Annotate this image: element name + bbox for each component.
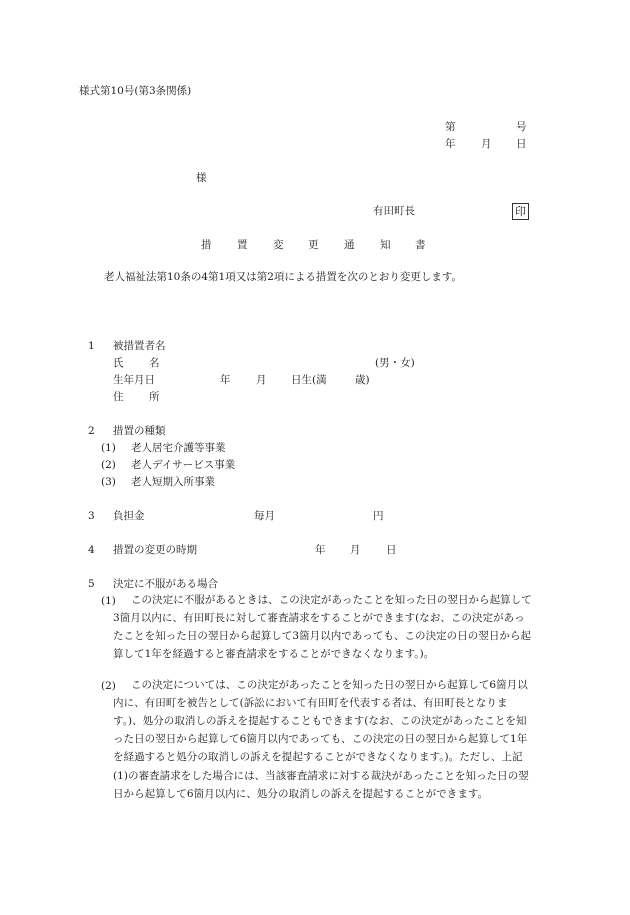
birth-day: 日生(満 [291,374,327,386]
section-heading: 決定に不服がある場合 [113,578,218,590]
change-year: 年 [315,544,326,556]
appeal-paragraph-lawsuit: この決定については、この決定があったことを知った日の翌日から起算して6箇月以内に、有田町を被告として(訴訟において有田町を代表する者は、有田町長となります。)、処分の取消しの訴えを提起することもできます(なお、この決定があったことを知った日の翌日から起算して6箇月以内であっても、この決定の日の翌日から起算して1年を経過すると処分の取消しの訴えを提起することができなくなります。)。ただし、上記(1)の審査請求をした場合には、当該審査請求に対する裁決があったことを知った日の翌日から起算して6箇月以内に、処分の取消しの訴えを提起することができます。 [113,678,529,800]
list-item: 老人短期入所事業 [131,476,215,488]
title-char: 更 [308,239,319,251]
issuer-title: 有田町長 [373,205,415,217]
change-day: 日 [386,544,397,556]
title-char: 変 [273,239,284,251]
intro-text: 老人福祉法第10条の4第1項又は第2項による措置を次のとおり変更します。 [104,271,463,283]
seal-mark: 印 [512,203,529,220]
section-heading: 負担金 [113,510,145,522]
title-char: 知 [380,239,391,251]
title-char: 通 [344,239,355,251]
doc-number-suffix: 号 [516,121,527,133]
title-char: 置 [237,239,248,251]
section-number: 2 [88,425,95,437]
list-item-number: (1) [101,442,116,454]
date-month: 月 [481,138,492,150]
section-number: 3 [88,510,95,522]
birth-year: 年 [220,374,231,386]
birth-age: 歳) [355,374,370,386]
change-month: 月 [350,544,361,556]
gender-field: (男・女) [375,357,415,369]
appeal-paragraph-review: この決定に不服があるときは、この決定があったことを知った日の翌日から起算して3箇月以内に、有田町長に対して審査請求をすることができます(なお、この決定があったことを知った日の翌日から起算して3箇月以内であっても、この決定の日の翌日から起算して1年を経過すると審査請求をすることができなくなります。)。 [113,593,532,661]
list-item-number: (2) [101,459,116,471]
name-label-a: 氏 [113,357,124,369]
title-char: 措 [201,239,212,251]
section-number: 1 [88,340,95,352]
form-number: 様式第10号(第3条関係) [79,85,192,97]
address-label-a: 住 [113,391,124,403]
paragraph-number: (1) [101,595,116,607]
section-heading: 措置の変更の時期 [113,544,197,556]
birth-label: 生年月日 [113,374,155,386]
section-number: 4 [88,544,95,556]
addressee-suffix: 様 [196,172,207,184]
monthly-label: 毎月 [254,510,275,522]
name-label-b: 名 [149,357,160,369]
date-day: 日 [516,138,527,150]
date-year: 年 [445,138,456,150]
address-label-b: 所 [149,391,160,403]
paragraph-number: (2) [101,680,116,692]
section-heading: 措置の種類 [113,425,166,437]
section-heading: 被措置者名 [113,340,166,352]
section-number: 5 [88,578,95,590]
title-char: 書 [415,239,426,251]
birth-month: 月 [256,374,267,386]
list-item: 老人デイサービス事業 [131,459,236,471]
list-item: 老人居宅介護等事業 [131,442,226,454]
list-item-number: (3) [101,476,116,488]
doc-number-prefix: 第 [445,121,456,133]
yen-label: 円 [373,510,384,522]
